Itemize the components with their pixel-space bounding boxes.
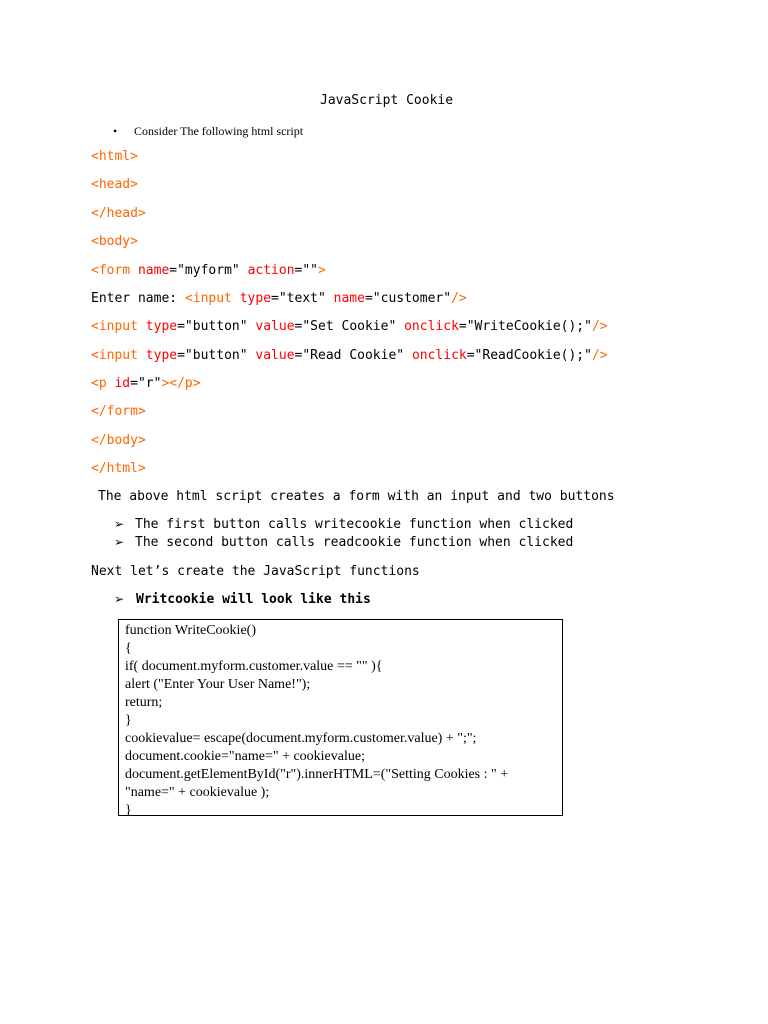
code-line: return;	[125, 695, 163, 710]
arrow-bullet-icon: ➢	[114, 517, 125, 531]
point-second-button: The second button calls readcookie function when clicked	[135, 535, 574, 550]
html-attr-token: type	[239, 291, 272, 306]
writecookie-code-box	[118, 619, 563, 816]
html-code-line	[91, 376, 201, 392]
code-line: }	[125, 713, 132, 728]
html-code-line	[91, 461, 146, 477]
code-line: cookievalue= escape(document.myform.customer.value) + ";";	[125, 731, 477, 746]
html-tag-token: </body>	[91, 433, 146, 448]
html-tag-token: <body>	[91, 234, 138, 249]
html-text-token: ="ReadCookie();"	[466, 348, 592, 363]
point-first-button: The first button calls writecookie function when clicked	[135, 517, 574, 532]
html-tag-token: <input	[184, 291, 240, 306]
code-line: }	[125, 803, 132, 818]
html-tag-token: />	[451, 291, 467, 306]
page-title: JavaScript Cookie	[320, 93, 454, 108]
code-line: "name=" + cookievalue );	[125, 785, 270, 800]
html-code-line	[91, 206, 146, 222]
html-code-line	[91, 291, 467, 307]
arrow-bullet-icon: ➢	[114, 535, 125, 549]
html-attr-token: type	[145, 348, 178, 363]
html-attr-token: type	[145, 319, 178, 334]
html-attr-token: onclick	[404, 319, 459, 334]
html-attr-token: onclick	[411, 348, 467, 363]
html-attr-token: value	[255, 319, 295, 334]
html-tag-token: <form	[91, 263, 138, 278]
html-attr-token: name	[333, 291, 365, 306]
html-tag-token: <head>	[91, 177, 138, 192]
html-text-token: ="r"	[130, 376, 162, 391]
html-tag-token: <input	[91, 348, 146, 363]
html-text-token: =""	[294, 263, 319, 278]
html-tag-token: />	[591, 319, 608, 334]
html-text-token: ="button"	[177, 348, 256, 363]
html-tag-token: />	[591, 348, 608, 363]
html-text-token: ="myform"	[169, 263, 248, 278]
html-attr-token: name	[137, 263, 170, 278]
writecookie-intro: Writcookie will look like this	[136, 592, 371, 607]
html-tag-token: </html>	[91, 461, 146, 476]
code-line: document.cookie="name=" + cookievalue;	[125, 749, 365, 764]
html-text-token: ="WriteCookie();"	[458, 319, 592, 334]
html-tag-token: ></p>	[161, 376, 201, 391]
html-tag-token: <html>	[91, 149, 138, 164]
html-text-token: ="customer"	[364, 291, 452, 306]
html-text-token: ="text"	[271, 291, 334, 306]
html-tag-token: >	[318, 263, 326, 278]
html-text-token: ="Set Cookie"	[294, 319, 405, 334]
html-code-line	[91, 177, 138, 193]
html-code-line	[91, 433, 146, 449]
html-code-line	[91, 149, 138, 165]
code-line: document.getElementById("r").innerHTML=("Setting Cookies : " +	[125, 767, 509, 782]
summary-text: The above html script creates a form with an input and two buttons	[98, 489, 615, 504]
html-attr-token: value	[255, 348, 295, 363]
html-text-token: ="Read Cookie"	[294, 348, 412, 363]
html-code-line	[91, 234, 138, 250]
html-tag-token: </form>	[91, 404, 146, 419]
code-line: alert ("Enter Your User Name!");	[125, 677, 311, 692]
html-code-line	[91, 404, 146, 420]
arrow-bullet-icon: ➢	[114, 592, 125, 606]
next-step-text: Next let’s create the JavaScript functions	[91, 564, 420, 579]
bullet-dot: •	[113, 124, 118, 138]
code-line: {	[125, 641, 132, 656]
html-text-token: ="button"	[177, 319, 256, 334]
html-text-token: Enter name:	[91, 291, 185, 306]
code-line: function WriteCookie()	[125, 623, 256, 638]
html-code-line	[91, 263, 326, 279]
code-line: if( document.myform.customer.value == "" ){	[125, 659, 383, 674]
html-attr-token: action	[247, 263, 295, 278]
html-code-line	[91, 319, 608, 335]
html-tag-token: <p	[91, 376, 115, 391]
html-tag-token: </head>	[91, 206, 146, 221]
html-attr-token: id	[114, 376, 131, 391]
bullet-text: Consider The following html script	[134, 124, 304, 138]
html-tag-token: <input	[91, 319, 146, 334]
html-code-line	[91, 348, 608, 364]
